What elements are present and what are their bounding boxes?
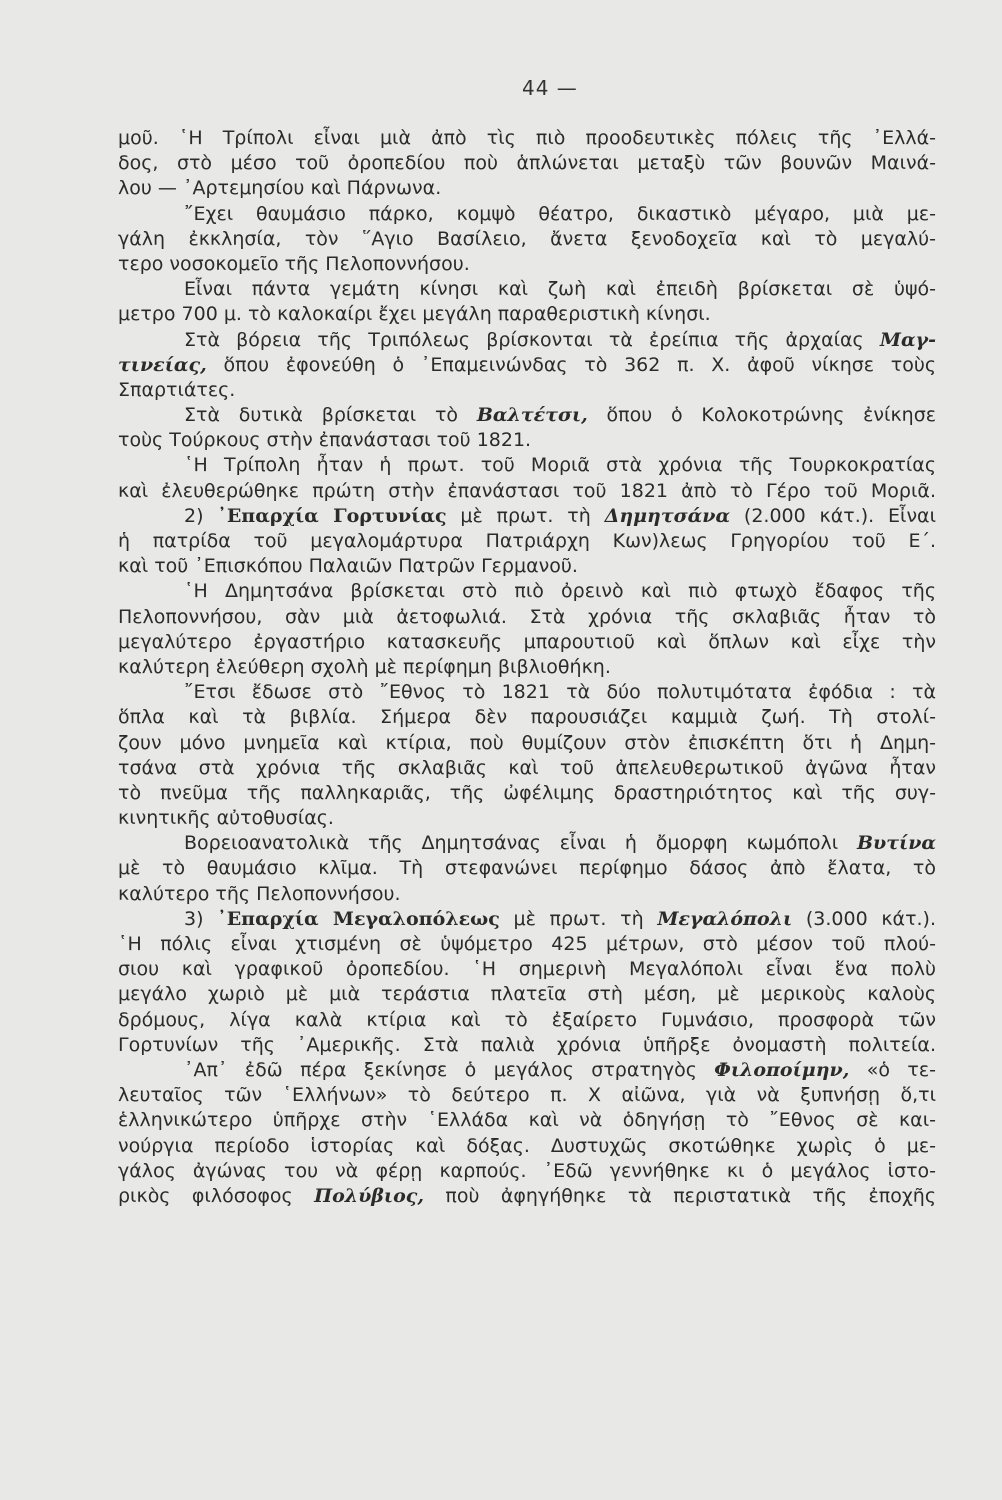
text-line [118, 831, 936, 856]
text-segment: ρικὸς φιλόσοφος [118, 1184, 315, 1207]
emphasized-place-name: Μεγαλόπολι [657, 907, 793, 930]
text-segment: μοῦ. ῾Η Τρίπολι εἶναι μιὰ ἀπὸ τὶς πιὸ προοδευτικὲς πόλεις τῆς ᾿Ελλά- [118, 127, 936, 149]
text-segment: κινητικῆς αὐτοθυσίας. [118, 807, 334, 830]
text-line [118, 378, 936, 403]
text-line [118, 655, 936, 680]
text-line [118, 1108, 936, 1133]
text-line [118, 731, 936, 756]
text-line [118, 806, 936, 831]
text-segment: δος, στὸ μέσο τοῦ ὀροπεδίου ποὺ ἁπλώνεται μεταξὺ τῶν βουνῶν Μαινά- [118, 152, 936, 175]
text-segment: γάλος ἀγώνας του νὰ φέρῃ καρπούς. ᾿Εδῶ γεννήθηκε κι ὁ μεγάλος ἱστο- [118, 1159, 936, 1182]
text-line [118, 856, 936, 881]
text-line [118, 680, 936, 705]
text-segment: μεγάλο χωριὸ μὲ μιὰ τεράστια πλατεῖα στὴ μέση, μὲ μερικοὺς καλοὺς [118, 983, 936, 1006]
emphasized-place-name: Μαγ- [879, 328, 936, 351]
text-segment: ὅπου ἐφονεύθη ὁ ᾿Επαμεινώνδας τὸ 362 π. Χ. ἀφοῦ νίκησε τοὺς [206, 353, 936, 376]
body-text [118, 126, 936, 1209]
text-line [118, 529, 936, 554]
emphasized-place-name: τινείας, [118, 353, 207, 376]
text-line [118, 756, 936, 781]
text-segment: ῾Η Τρίπολη ἦταν ἡ πρωτ. τοῦ Μοριᾶ στὰ χρόνια τῆς Τουρκοκρατίας [184, 454, 936, 477]
text-segment: ῾Η Δημητσάνα βρίσκεται στὸ πιὸ ὀρεινὸ καὶ πιὸ φτωχὸ ἔδαφος τῆς [184, 580, 936, 603]
text-segment: Στὰ βόρεια τῆς Τριπόλεως βρίσκονται τὰ ἐρείπια τῆς ἀρχαίας [184, 328, 880, 351]
text-segment: καλύτερο τῆς Πελοποννήσου. [118, 882, 401, 905]
text-segment: καὶ τοῦ ᾿Επισκόπου Παλαιῶν Πατρῶν Γερμανοῦ. [118, 555, 578, 578]
province-heading: ᾿Επαρχία Γορτυνίας [217, 504, 447, 527]
text-line [118, 151, 936, 176]
text-line [118, 1008, 936, 1033]
text-segment: ᾿Απ᾿ ἐδῶ πέρα ξεκίνησε ὁ μεγάλος στρατηγὸς [184, 1058, 715, 1081]
text-segment: λευταῖος τῶν ῾Ελλήνων» τὸ δεύτερο π. Χ αἰῶνα, γιὰ νὰ ξυπνήσῃ ὅ,τι [118, 1084, 936, 1107]
emphasized-place-name: Δημητσάνα [604, 504, 731, 527]
text-line [118, 1033, 936, 1058]
text-line [118, 277, 936, 302]
text-segment: ζουν μόνο μνημεῖα καὶ κτίρια, ποὺ θυμίζουν στὸν ἐπισκέπτη ὅτι ἡ Δημη- [118, 731, 936, 754]
text-segment: (3.000 κάτ.). [792, 907, 936, 930]
text-segment: ὅπλα καὶ τὰ βιβλία. Σήμερα δὲν παρουσιάζει καμμιὰ ζωή. Τὴ στολί- [118, 706, 936, 729]
text-segment: τερο νοσοκομεῖο τῆς Πελοποννήσου. [118, 252, 470, 275]
text-segment: Εἶναι πάντα γεμάτη κίνησι καὶ ζωὴ καὶ ἐπειδὴ βρίσκεται σὲ ὑψό- [184, 278, 936, 301]
text-segment: ἑλληνικώτερο ὑπῆρχε στὴν ῾Ελλάδα καὶ νὰ ὁδηγήσῃ τὸ ῎Εθνος σὲ και- [118, 1109, 936, 1132]
emphasized-place-name: Βυτίνα [856, 832, 936, 855]
page-number: 44 — [522, 76, 578, 100]
text-segment: μὲ πρωτ. τὴ [446, 504, 605, 527]
text-segment: ῾Η πόλις εἶναι χτισμένη σὲ ὑψόμετρο 425 μέτρων, στὸ μέσον τοῦ πλού- [118, 933, 936, 955]
text-line [118, 227, 936, 252]
text-segment: μὲ πρωτ. τὴ [499, 907, 658, 930]
text-line [118, 1083, 936, 1108]
text-line [118, 453, 936, 478]
text-line [118, 781, 936, 806]
text-line [118, 630, 936, 655]
text-line [118, 353, 936, 378]
text-line [118, 1159, 936, 1184]
text-segment: Γορτυνίων τῆς ᾿Αμερικῆς. Στὰ παλιὰ χρόνια ὑπῆρξε ὀνομαστὴ πολιτεία. [118, 1033, 936, 1056]
text-segment: Στὰ δυτικὰ βρίσκεται τὸ [184, 404, 477, 427]
text-segment: ἡ πατρίδα τοῦ μεγαλομάρτυρα Πατριάρχη Κων)λεως Γρηγορίου τοῦ Ε΄. [118, 530, 936, 552]
text-line [118, 403, 936, 428]
text-line [118, 1134, 936, 1159]
province-heading: ᾿Επαρχία Μεγαλοπόλεως [217, 907, 500, 930]
text-segment: μεγαλύτερο ἐργαστήριο κατασκευῆς μπαρουτιοῦ καὶ ὅπλων καὶ εἶχε τὴν [118, 630, 936, 653]
text-line [118, 605, 936, 630]
text-line [118, 554, 936, 579]
text-line [118, 982, 936, 1007]
text-segment: μετρο 700 μ. τὸ καλοκαίρι ἔχει μεγάλη παραθεριστικὴ κίνησι. [118, 303, 711, 326]
text-segment: 2) [184, 504, 218, 527]
emphasized-place-name: Βαλτέτσι, [476, 404, 588, 427]
text-segment: καλύτερη ἐλεύθερη σχολὴ μὲ περίφημη βιβλιοθήκη. [118, 655, 611, 678]
text-segment: ῎Ετσι ἔδωσε στὸ ῎Εθνος τὸ 1821 τὰ δύο πολυτιμότατα ἐφόδια : τὰ [184, 681, 936, 704]
text-segment: Βορειοανατολικὰ τῆς Δημητσάνας εἶναι ἡ ὄμορφη κωμόπολι [184, 832, 857, 855]
text-line [118, 202, 936, 227]
emphasized-place-name: Φιλοποίμην, [714, 1058, 850, 1081]
text-segment: νούργια περίοδο ἱστορίας καὶ δόξας. Δυστυχῶς σκοτώθηκε χωρὶς ὁ με- [118, 1134, 936, 1157]
emphasized-place-name: Πολύβιος, [314, 1184, 424, 1207]
text-segment: ῎Εχει θαυμάσιο πάρκο, κομψὸ θέατρο, δικαστικὸ μέγαρο, μιὰ με- [184, 202, 936, 225]
text-line [118, 882, 936, 907]
text-line [118, 907, 936, 932]
text-segment: (2.000 κάτ.). Εἶναι [730, 504, 936, 527]
text-segment: 3) [184, 907, 218, 930]
text-segment: λου — ᾿Αρτεμησίου καὶ Πάρνωνα. [118, 177, 442, 200]
text-segment: Σπαρτιάτες. [118, 378, 236, 401]
text-line [118, 1058, 936, 1083]
text-line [118, 1184, 936, 1209]
text-segment: Πελοποννήσου, σὰν μιὰ ἀετοφωλιά. Στὰ χρόνια τῆς σκλαβιᾶς ἦταν τὸ [118, 605, 936, 628]
text-segment: τσάνα στὰ χρόνια τῆς σκλαβιᾶς καὶ τοῦ ἀπελευθερωτικοῦ ἀγῶνα ἦταν [118, 756, 936, 779]
text-segment: δρόμους, λίγα καλὰ κτίρια καὶ τὸ ἐξαίρετο Γυμνάσιο, προσφορὰ τῶν [118, 1008, 936, 1031]
text-line [118, 957, 936, 982]
text-line [118, 428, 936, 453]
text-line [118, 302, 936, 327]
text-segment: «ὁ τε- [849, 1058, 936, 1081]
text-line [118, 176, 936, 201]
text-line [118, 252, 936, 277]
text-segment: ποὺ ἀφηγήθηκε τὰ περιστατικὰ τῆς ἐποχῆς [423, 1184, 936, 1207]
text-segment: τὸ πνεῦμα τῆς παλληκαριᾶς, τῆς ὠφέλιμης δραστηριότητος καὶ τῆς συγ- [118, 781, 936, 804]
text-line [118, 579, 936, 604]
text-segment: τοὺς Τούρκους στὴν ἐπανάστασι τοῦ 1821. [118, 429, 532, 452]
text-segment: ὅπου ὁ Κολοκοτρώνης ἐνίκησε [587, 404, 936, 427]
text-line [118, 932, 936, 957]
text-line [118, 705, 936, 730]
text-line [118, 479, 936, 504]
text-segment: καὶ ἐλευθερώθηκε πρώτη στὴν ἐπανάστασι τοῦ 1821 ἀπὸ τὸ Γέρο τοῦ Μοριᾶ. [118, 479, 936, 502]
text-line [118, 504, 936, 529]
text-segment: γάλη ἐκκλησία, τὸν ῞Αγιο Βασίλειο, ἄνετα ξενοδοχεῖα καὶ τὸ μεγαλύ- [118, 227, 936, 250]
text-line [118, 126, 936, 151]
text-segment: σιου καὶ γραφικοῦ ὀροπεδίου. ῾Η σημερινὴ Μεγαλόπολι εἶναι ἕνα πολὺ [118, 958, 936, 981]
text-segment: μὲ τὸ θαυμάσιο κλῖμα. Τὴ στεφανώνει περίφημο δάσος ἀπὸ ἔλατα, τὸ [118, 857, 936, 880]
text-line [118, 328, 936, 353]
